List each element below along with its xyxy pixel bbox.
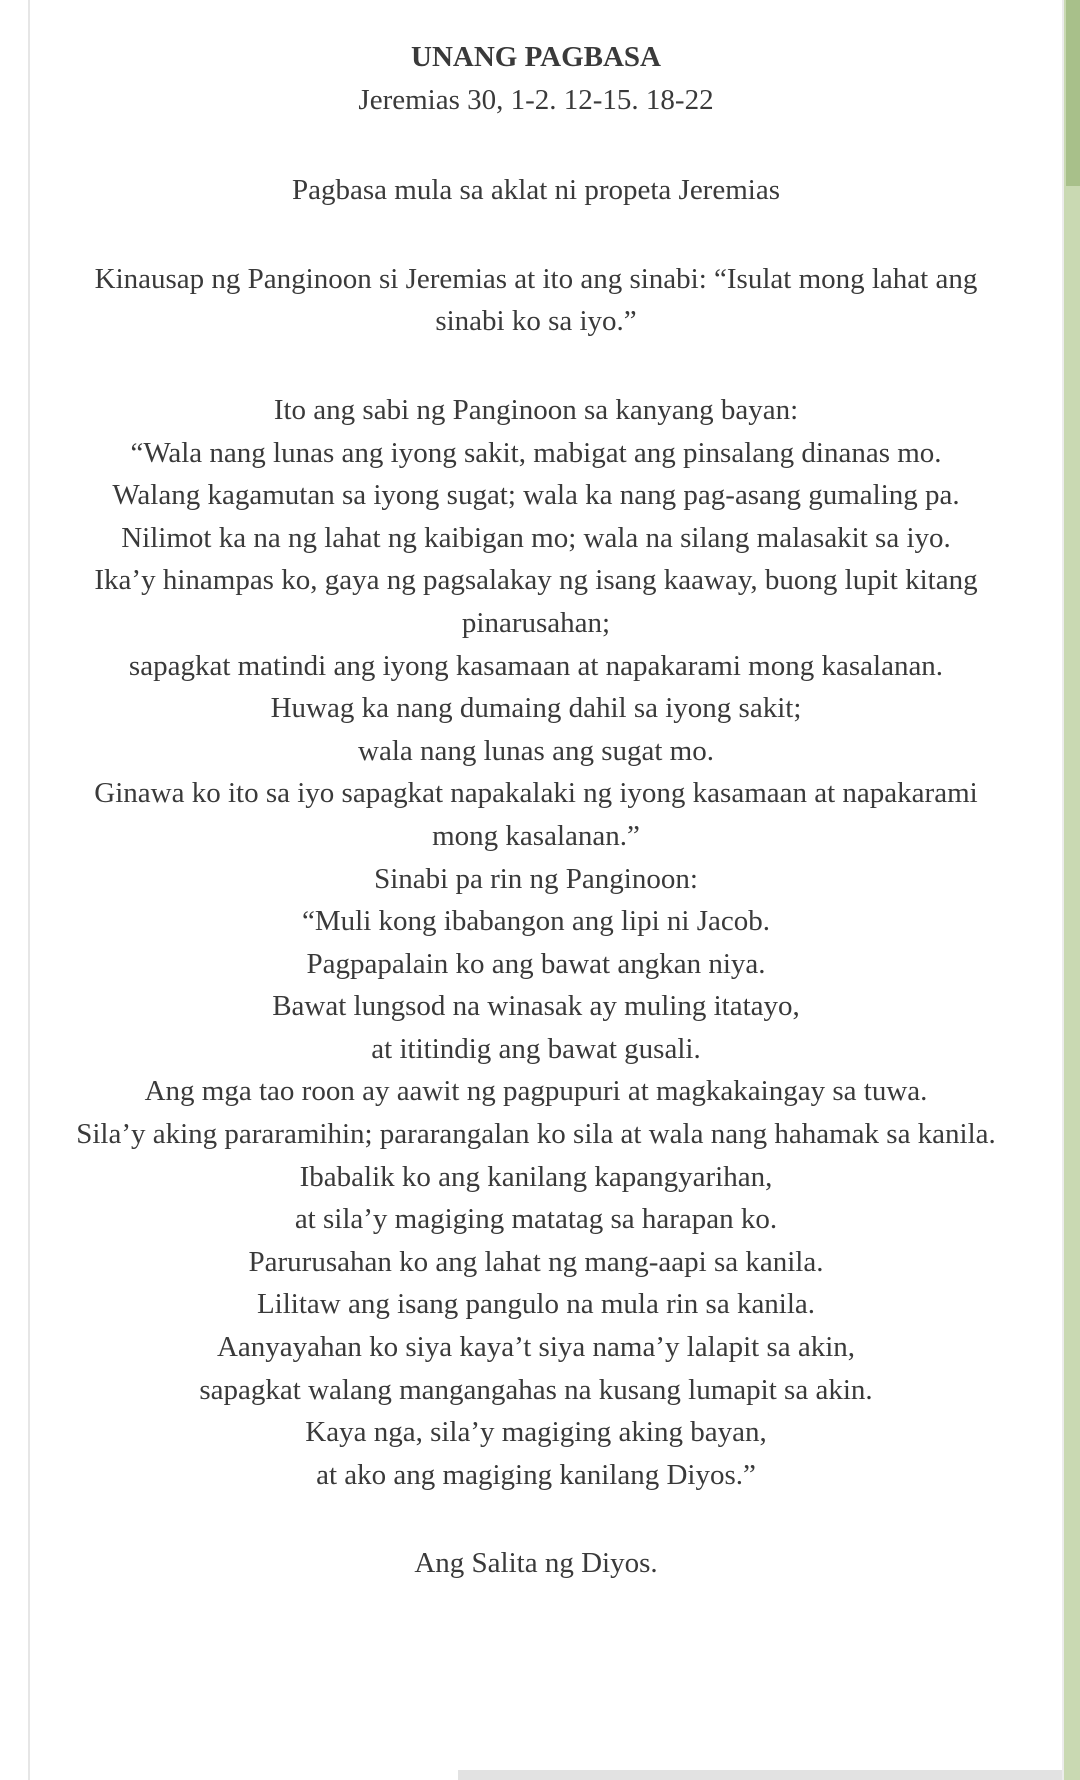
reading-line: at ako ang magiging kanilang Diyos.” <box>316 1458 756 1491</box>
reading-line: Sila’y aking pararamihin; pararangalan ko sila at wala nang hahamak sa kanila. <box>76 1118 996 1151</box>
reading-line: wala nang lunas ang sugat mo. <box>358 734 714 767</box>
reading-body <box>62 389 1010 1496</box>
reading-line: Ginawa ko ito sa iyo sapagkat napakalaki ng iyong kasamaan at napakarami mong kasalanan.” <box>94 777 978 852</box>
reading-line: Ika’y hinampas ko, gaya ng pagsalakay ng isang kaaway, buong lupit kitang pinarusahan; <box>94 564 978 639</box>
reading-content <box>62 36 1010 1585</box>
scrollbar-track[interactable] <box>1064 0 1080 1780</box>
reading-line: Ito ang sabi ng Panginoon sa kanyang bayan: <box>273 393 799 426</box>
reading-line: Ang mga tao roon ay aawit ng pagpupuri at magkakaingay sa tuwa. <box>144 1075 928 1108</box>
reading-line: Sinabi pa rin ng Panginoon: <box>374 862 698 895</box>
reading-line: Kaya nga, sila’y magiging aking bayan, <box>305 1416 767 1449</box>
reading-line: sapagkat walang mangangahas na kusang lumapit sa akin. <box>199 1373 873 1406</box>
reading-line: Nilimot ka na ng lahat ng kaibigan mo; wala na silang malasakit sa iyo. <box>121 521 951 554</box>
scrollbar-thumb[interactable] <box>1066 0 1080 186</box>
reading-line: at sila’y magiging matatag sa harapan ko. <box>294 1203 778 1236</box>
horizontal-scrollbar[interactable] <box>458 1770 1062 1780</box>
reading-line: “Muli kong ibabangon ang lipi ni Jacob. <box>302 905 770 938</box>
reading-line: Ibabalik ko ang kanilang kapangyarihan, <box>299 1160 773 1193</box>
reading-intro: Pagbasa mula sa aklat ni propeta Jeremias <box>291 174 780 207</box>
reading-line: Bawat lungsod na winasak ay muling itatayo, <box>272 990 800 1023</box>
reading-title: UNANG PAGBASA <box>411 41 661 73</box>
reading-opening: Kinausap ng Panginoon si Jeremias at ito ang sinabi: “Isulat mong lahat ang sinabi ko sa iyo.” <box>94 262 978 338</box>
reading-closing: Ang Salita ng Diyos. <box>414 1547 658 1580</box>
left-border <box>28 0 30 1780</box>
reading-line: Lilitaw ang isang pangulo na mula rin sa kanila. <box>256 1288 816 1321</box>
reading-line: at ititindig ang bawat gusali. <box>371 1032 701 1065</box>
reading-line: “Wala nang lunas ang iyong sakit, mabigat ang pinsalang dinanas mo. <box>130 436 942 469</box>
reading-line: Parurusahan ko ang lahat ng mang-aapi sa kanila. <box>248 1245 824 1278</box>
reading-reference: Jeremias 30, 1-2. 12-15. 18-22 <box>358 83 714 116</box>
reading-line: sapagkat matindi ang iyong kasamaan at napakarami mong kasalanan. <box>128 649 944 682</box>
reading-line: Aanyayahan ko siya kaya’t siya nama’y lalapit sa akin, <box>216 1331 856 1364</box>
reading-line: Walang kagamutan sa iyong sugat; wala ka nang pag-asang gumaling pa. <box>112 479 960 512</box>
reading-line: Huwag ka nang dumaing dahil sa iyong sakit; <box>270 692 802 725</box>
reading-line: Pagpapalain ko ang bawat angkan niya. <box>306 947 766 980</box>
